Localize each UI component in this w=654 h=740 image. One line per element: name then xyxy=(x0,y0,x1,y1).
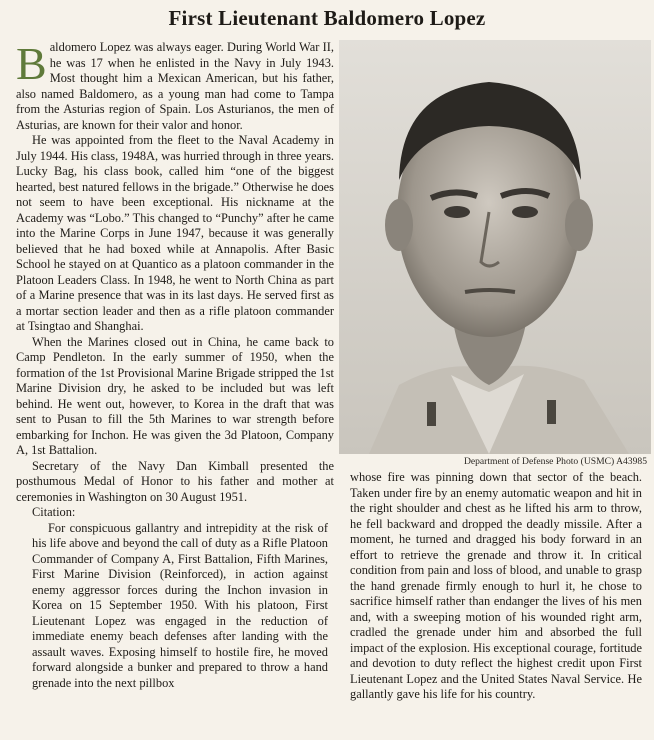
drop-cap: B xyxy=(16,38,47,89)
paragraph-4: Secretary of the Navy Dan Kimball presented the posthumous Medal of Honor to his father and mother at ceremonies in Washington on 30 August 1951. xyxy=(16,458,334,504)
page-title: First Lieutenant Baldomero Lopez xyxy=(168,6,486,30)
photo-caption: Department of Defense Photo (USMC) A43985 xyxy=(463,456,647,467)
paragraph-1 xyxy=(16,40,334,133)
paragraph-2: He was appointed from the fleet to the Naval Academy in July 1944. His class, 1948A, was hurried through in three years. Lucky Bag, his class book, called him “one of the biggest hearted, best natured fellows in the brigade.” Otherwise he does not seem to have been exceptional. His nickname at the Academy was “Lobo.” This changed to “Punchy” after he came into the Marine Corps in June 1947, because it was generally believed that he had boxed while at Annapolis. After Basic School he stayed on at Quantico as a platoon commander in the Platoon Leaders Class. In 1948, he went to North China as part of a Marine presence that was in its last days. He served first as a mortar section leader and then as a rifle platoon commander at Tsingtao and Shanghai. xyxy=(16,133,334,333)
citation-text-left: For conspicuous gallantry and intrepidity at the risk of his life above and beyond the call of duty as a Rifle Platoon Commander of Company A, First Battalion, Fifth Marines, First Marine Division (Reinforced), in action against enemy aggressor forces during the Inchon invasion in Korea on 15 September 1950. With his platoon, First Lieutenant Lopez was engaged in the reduction of immediate enemy beach defenses after landing with the assault waves. Exposing himself to hostile fire, he moved forward alongside a bunker and prepared to throw a hand grenade into the next pillbox xyxy=(32,520,328,690)
paragraph-3: When the Marines closed out in China, he came back to Camp Pendleton. In the early summer of 1950, when the formation of the 1st Provisional Marine Brigade stripped the 1st Marine Division dry, he asked to be included but was left behind. He went out, however, to Korea in the draft that was sent to Pusan to fill the 5th Marines to war strength before embarking for Inchon. He was given the 3d Platoon, Company A, 1st Battalion. xyxy=(16,334,334,457)
right-column xyxy=(350,470,642,703)
portrait-photo xyxy=(339,40,651,454)
citation-label: Citation: xyxy=(32,505,76,519)
paragraph-1-text: aldomero Lopez was always eager. During World War II, he was 17 when he enlisted in the Navy in July 1943. Most thought him a Mexican American, but his father, also named Baldomero, as a young man had come to Tampa from the Asturias region of Spain. Los Asturianos, the men of Asturias, are known for their valor and honor. xyxy=(16,40,334,132)
portrait-image xyxy=(339,40,651,454)
citation-text-right: whose fire was pinning down that sector of the beach. Taken under fire by an enemy automatic weapon and hit in the right shoulder and chest as he lifted his arm to throw, he fell backward and dropped the deadly missile. After a moment, he turned and dragged his body forward in an effort to retrieve the grenade and throw it. In critical condition from pain and loss of blood, and unable to grasp the hand grenade firmly enough to hurl it, he chose to sacrifice himself rather than endanger the lives of his men and, with a sweeping motion of his wounded right arm, cradled the grenade under him and absorbed the full impact of the explosion. His exceptional courage, fortitude and devotion to duty reflect the highest credit upon First Lieutenant Lopez and the United States Naval Service. He gallantly gave his life for his country. xyxy=(350,470,642,701)
left-column xyxy=(16,40,334,691)
